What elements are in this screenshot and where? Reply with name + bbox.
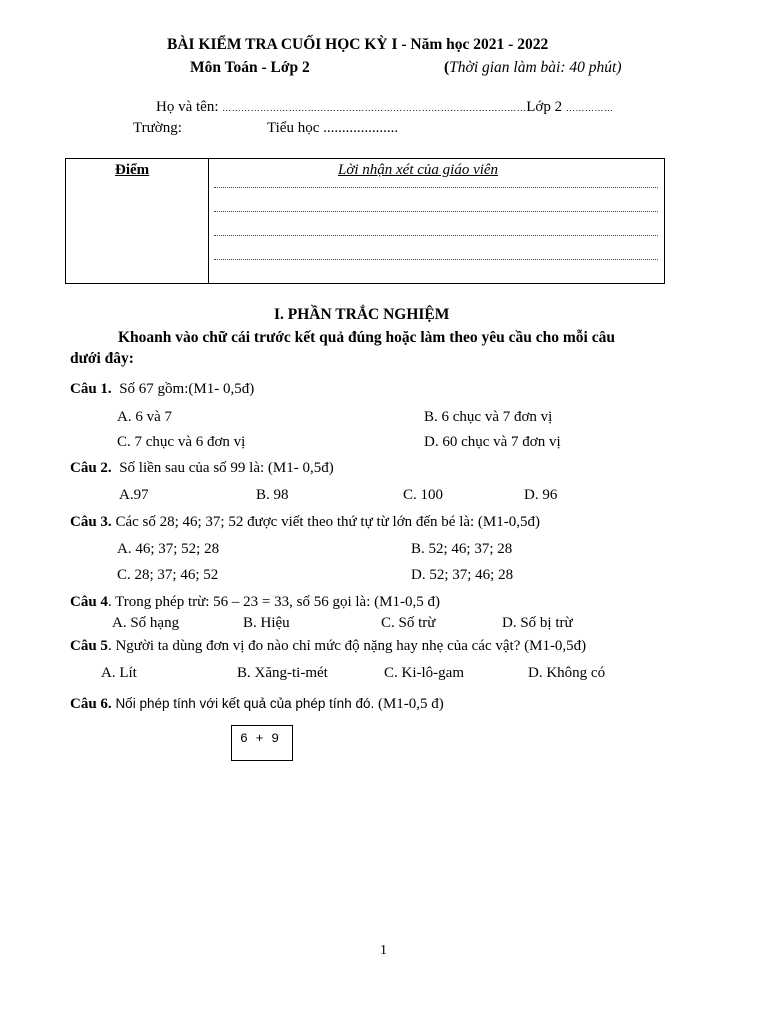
q1-option-b: B. 6 chục và 7 đơn vị (424, 409, 553, 425)
question-2: Câu 2. Số liền sau của số 99 là: (M1- 0,5đ) (70, 460, 334, 476)
q2-option-c: C. 100 (403, 487, 444, 503)
q1-option-d: D. 60 chục và 7 đơn vị (424, 434, 561, 450)
q3-option-c: C. 28; 37; 46; 52 (117, 567, 219, 583)
table-divider (208, 159, 209, 283)
question-6: Câu 6. Nối phép tính với kết quả của phép tính đó. (M1-0,5 đ) (70, 696, 444, 712)
exam-title: BÀI KIỂM TRA CUỐI HỌC KỲ I - Năm học 2021 - 2022 (167, 36, 549, 53)
q3-option-b: B. 52; 46; 37; 28 (411, 541, 513, 557)
q1-option-c: C. 7 chục và 6 đơn vị (117, 434, 246, 450)
teacher-comment-label: Lời nhận xét của giáo viên (338, 162, 499, 178)
comment-dotted-line (214, 187, 658, 188)
q4-option-a: A. Số hạng (112, 615, 180, 631)
question-1: Câu 1. Số 67 gồm:(M1- 0,5đ) (70, 381, 255, 397)
comment-dotted-line (214, 235, 658, 236)
page-number: 1 (380, 943, 387, 958)
comment-dotted-line (214, 211, 658, 212)
q5-option-b: B. Xăng-ti-mét (237, 665, 328, 681)
q5-option-d: D. Không có (528, 665, 606, 681)
comment-dotted-line (214, 259, 658, 260)
instruction-line-2: dưới đây: (70, 350, 134, 367)
q3-option-d: D. 52; 37; 46; 28 (411, 567, 514, 583)
q2-option-b: B. 98 (256, 487, 289, 503)
q2-option-d: D. 96 (524, 487, 558, 503)
question-4: Câu 4. Trong phép trừ: 56 – 23 = 33, số 56 gọi là: (M1-0,5 đ) (70, 594, 440, 610)
school-value: Tiểu học .................... (267, 120, 399, 136)
q1-option-a: A. 6 và 7 (117, 409, 172, 425)
q4-option-b: B. Hiệu (243, 615, 290, 631)
score-comment-table (65, 158, 665, 284)
class-dots: …………… (565, 103, 614, 113)
q5-option-a: A. Lít (101, 665, 137, 681)
q5-option-c: C. Ki-lô-gam (384, 665, 464, 681)
question-3: Câu 3. Các số 28; 46; 37; 52 được viết theo thứ tự từ lớn đến bé là: (M1-0,5đ) (70, 514, 541, 530)
subject-line: Môn Toán - Lớp 2 (190, 59, 310, 76)
student-name-dots: …………………………………………………………………………………… (222, 103, 527, 113)
school-label: Trường: (133, 120, 182, 136)
question-5: Câu 5. Người ta dùng đơn vị đo nào chỉ mức độ nặng hay nhẹ của các vật? (M1-0,5đ) (70, 638, 587, 654)
q3-option-a: A. 46; 37; 52; 28 (117, 541, 220, 557)
score-label: Điểm (115, 162, 150, 178)
q2-option-a: A.97 (119, 487, 149, 503)
class-label: Lớp 2 (526, 99, 563, 115)
instruction-line-1: Khoanh vào chữ cái trước kết quả đúng hoặc làm theo yêu cầu cho mỗi câu (118, 329, 615, 346)
calculation-box: 6 + 9 (231, 725, 293, 761)
student-name-row (156, 99, 613, 116)
time-limit: (Thời gian làm bài: 40 phút) (444, 59, 622, 76)
q4-option-d: D. Số bị trừ (502, 615, 573, 631)
student-name-label: Họ và tên: (156, 99, 219, 115)
section-title: I. PHẦN TRẮC NGHIỆM (274, 306, 450, 323)
q4-option-c: C. Số trừ (381, 615, 436, 631)
